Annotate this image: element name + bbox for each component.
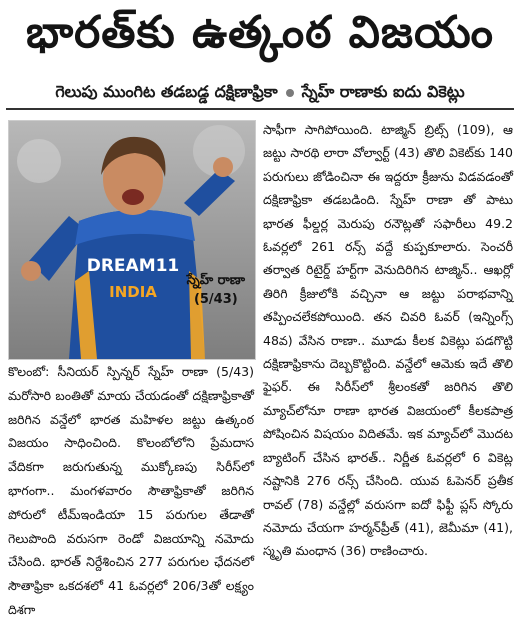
subheadline-right: స్నేహ్ రాణాకు ఐదు వికెట్లు (301, 81, 465, 101)
headline: భారత్‌కు ఉత్కంఠ విజయం (26, 7, 494, 58)
article-right-column (263, 118, 513, 563)
bullet-dot-icon (286, 89, 294, 97)
caption-name: స్నేహ్ రాణా (186, 273, 245, 288)
article-right-text: సాఫీగా సాగిపోయింది. టాజ్మిన్ బ్రిట్స్ (109), ఆ జట్టు సారథి లారా వోల్వార్ట్ (43) తొలి వికెట్‌కు 140 పరుగులు జోడించినా ఈ ఇద్దరూ క్రీజును విడవడంతో దక్షిణాఫ్రికా తడబడింది. స్నేహ్ రాణా తో పాటు భారత ఫీల్డర్ల మెరుపు రనౌట్లతో సఫారీలు 49.2 ఓవర్లలో 261 రన్స్ వద్దే కుప్పకూలారు. సెంచరీ తర్వాత రిటైర్డ్ హర్ట్‌గా వెనుదిరిగిన టాజ్మిన్.. ఆఖర్లో తిరిగి క్రీజులోకి వచ్చినా ఆ జట్టు పరాభవాన్ని తప్పించలేకపోయింది. తన చివరి ఓవర్ (ఇన్నింగ్స్ 48వ) వేసిన రాణా.. మూడు కీలక వికెట్లు పడగొట్టి దక్షిణాఫ్రికాను దెబ్బకొట్టింది. వన్డేలో ఆమెకు ఇదే తొలి ఫైఫర్. ఈ సిరీస్‌లో శ్రీలంకతో జరిగిన తొలి మ్యాచ్‌లోనూ రాణా భారత విజయంలో కీలకపాత్ర పోషించిన విషయం విదితమే. ఇక మ్యాచ్‌లో మొదట బ్యాటింగ్ చేసిన భారత్.. నిర్ణీత ఓవర్లలో 6 వికెట్ల నష్టానికి 276 రన్స్ చేసింది. యువ ఓపెనర్ ప్రతీక రావల్ (78) వన్డేల్లో వరుసగా ఐదో ఫిఫ్టీ ప్లస్ స్కోరు నమోదు చేయగా హర్మన్‌ప్రీత్ (41), జెమీమా (41), స్మృతి మంధాన (36) రాణించారు. (263, 122, 513, 559)
subheadline-left: గెలుపు ముంగిట తడబడ్డ దక్షిణాఫ్రికా (55, 81, 278, 101)
jersey-sponsor-text: DREAM11 (86, 256, 180, 276)
header-divider (6, 108, 514, 110)
player-photo-illustration (9, 121, 255, 359)
article-left-text: కొలంబో: సీనియర్ స్పిన్నర్ స్నేహ్ రాణా (5/43) మరోసారి బంతితో మాయ చేయడంతో దక్షిణాఫ్రికాతో జరిగిన వన్డేలో భారత మహిళల జట్టు ఉత్కంఠ విజయం సాధించింది. కొలంబోలోని ప్రేమదాస వేదికగా జరుగుతున్న ముక్కోణపు సిరీస్‌లో భాగంగా.. మంగళవారం సౌతాఫ్రికాతో జరిగిన పోరులో టీమ్‌ఇండియా 15 పరుగుల తేడాతో గెలుపొంది వరుసగా రెండో విజయాన్ని నమోదు చేసింది. భారత్ నిర్దేశించిన 277 పరుగుల ఛేదనలో సౌతాఫ్రికా ఒకదశలో 41 ఓవర్లలో 206/3తో లక్ష్యం దిశగా (8, 364, 254, 617)
player-photo (8, 120, 256, 360)
article-left-column (8, 360, 254, 622)
subheadline (0, 76, 520, 110)
jersey-country-text: INDIA (109, 283, 157, 301)
photo-caption (187, 271, 245, 309)
caption-figures: (5/43) (193, 292, 238, 307)
